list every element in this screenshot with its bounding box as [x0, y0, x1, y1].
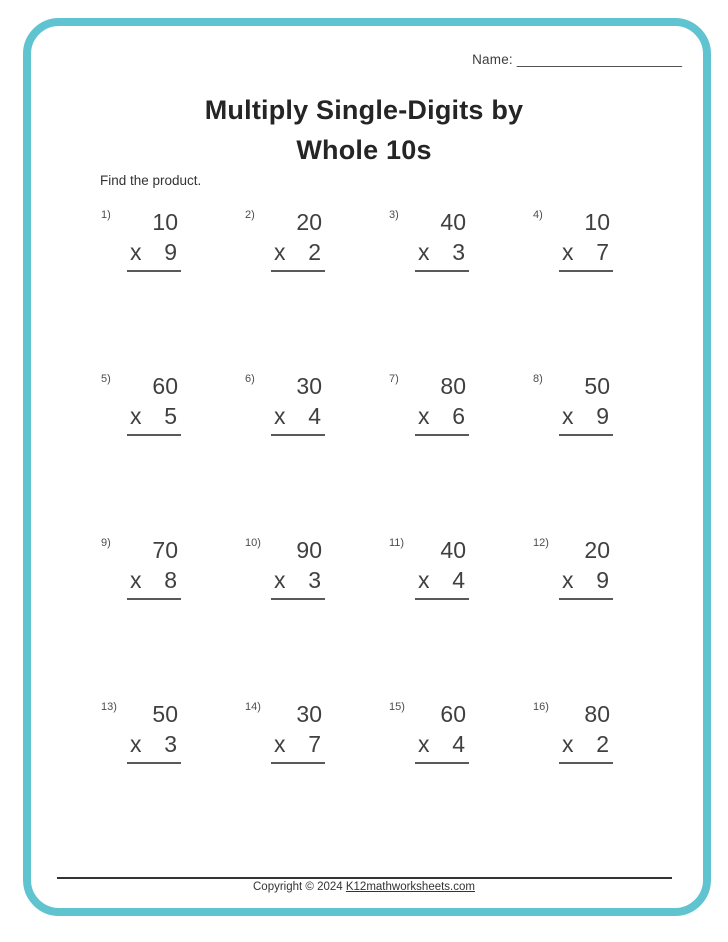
- footer-divider: [57, 877, 672, 879]
- multiply-row: [560, 729, 612, 759]
- title-line-2: Whole 10s: [296, 135, 432, 165]
- multiply-row: [272, 237, 324, 267]
- answer-line: [415, 598, 469, 600]
- multiplier: 3: [308, 567, 321, 593]
- problem-12: [533, 528, 677, 692]
- multiply-sign: x: [418, 239, 430, 265]
- multiplier: 2: [308, 239, 321, 265]
- name-row: [472, 52, 682, 67]
- problem-body: [560, 528, 612, 692]
- multiply-row: [416, 401, 468, 431]
- problem-16: [533, 692, 677, 856]
- multiplier: 8: [164, 567, 177, 593]
- copyright-text: [0, 881, 728, 893]
- multiplier: 9: [164, 239, 177, 265]
- multiply-sign: x: [130, 239, 142, 265]
- name-blank-line: ______________________: [516, 52, 682, 67]
- multiplicand: 20: [584, 537, 610, 563]
- problem-8: [533, 364, 677, 528]
- multiplicand: 10: [152, 209, 178, 235]
- problem-number: 5): [101, 373, 111, 385]
- problem-13: [101, 692, 245, 856]
- answer-line: [271, 270, 325, 272]
- instruction-text: Find the product.: [100, 173, 202, 188]
- problem-body: [272, 528, 324, 692]
- multiply-row: [560, 401, 612, 431]
- multiply-row: [272, 729, 324, 759]
- multiplier: 4: [308, 403, 321, 429]
- problem-body: [416, 364, 468, 528]
- multiply-row: [416, 729, 468, 759]
- problem-3: [389, 200, 533, 364]
- multiply-sign: x: [562, 567, 574, 593]
- problem-number: 16): [533, 701, 549, 713]
- multiply-row: [272, 565, 324, 595]
- answer-line: [127, 762, 181, 764]
- multiplier: 7: [308, 731, 321, 757]
- worksheet-title: [0, 90, 728, 170]
- problem-body: [560, 200, 612, 364]
- multiplicand: 50: [152, 701, 178, 727]
- multiply-row: [272, 401, 324, 431]
- name-label: Name:: [472, 52, 513, 67]
- multiply-row: [416, 237, 468, 267]
- multiply-sign: x: [130, 403, 142, 429]
- problem-number: 6): [245, 373, 255, 385]
- footer-link[interactable]: K12mathworksheets.com: [345, 881, 475, 893]
- problem-number: 2): [245, 209, 255, 221]
- problem-6: [245, 364, 389, 528]
- multiply-sign: x: [274, 567, 286, 593]
- multiply-sign: x: [562, 239, 574, 265]
- problem-body: [560, 692, 612, 856]
- multiplicand: 40: [440, 537, 466, 563]
- multiply-sign: x: [274, 239, 286, 265]
- problem-7: [389, 364, 533, 528]
- problem-body: [272, 364, 324, 528]
- answer-line: [559, 598, 613, 600]
- problem-body: [272, 200, 324, 364]
- multiplicand: 10: [584, 209, 610, 235]
- multiply-sign: x: [418, 567, 430, 593]
- multiplicand: 80: [440, 373, 466, 399]
- answer-line: [415, 270, 469, 272]
- multiply-sign: x: [274, 403, 286, 429]
- multiplier: 9: [596, 403, 609, 429]
- problem-body: [272, 692, 324, 856]
- multiplicand: 30: [296, 701, 322, 727]
- problem-1: [101, 200, 245, 364]
- answer-line: [559, 762, 613, 764]
- multiply-sign: x: [418, 731, 430, 757]
- multiplicand: 60: [152, 373, 178, 399]
- multiply-row: [128, 565, 180, 595]
- multiply-sign: x: [130, 731, 142, 757]
- problems-grid: [101, 200, 677, 856]
- problem-number: 1): [101, 209, 111, 221]
- multiplicand: 60: [440, 701, 466, 727]
- multiplier: 5: [164, 403, 177, 429]
- multiplier: 4: [452, 567, 465, 593]
- multiplier: 2: [596, 731, 609, 757]
- copyright-label: Copyright © 2024: [253, 881, 346, 893]
- answer-line: [127, 270, 181, 272]
- multiply-sign: x: [562, 403, 574, 429]
- problem-body: [416, 200, 468, 364]
- multiplier: 7: [596, 239, 609, 265]
- problem-body: [416, 528, 468, 692]
- answer-line: [271, 434, 325, 436]
- multiplier: 4: [452, 731, 465, 757]
- multiplicand: 30: [296, 373, 322, 399]
- problem-5: [101, 364, 245, 528]
- problem-number: 14): [245, 701, 261, 713]
- problem-number: 3): [389, 209, 399, 221]
- multiply-row: [128, 237, 180, 267]
- multiplier: 3: [452, 239, 465, 265]
- problem-9: [101, 528, 245, 692]
- problem-body: [128, 364, 180, 528]
- answer-line: [127, 434, 181, 436]
- problem-body: [560, 364, 612, 528]
- multiply-sign: x: [418, 403, 430, 429]
- answer-line: [127, 598, 181, 600]
- problem-number: 4): [533, 209, 543, 221]
- multiply-sign: x: [562, 731, 574, 757]
- problem-body: [128, 200, 180, 364]
- problem-number: 12): [533, 537, 549, 549]
- problem-15: [389, 692, 533, 856]
- multiplicand: 20: [296, 209, 322, 235]
- problem-number: 13): [101, 701, 117, 713]
- answer-line: [559, 270, 613, 272]
- multiply-row: [560, 237, 612, 267]
- problem-10: [245, 528, 389, 692]
- multiplicand: 50: [584, 373, 610, 399]
- problem-number: 7): [389, 373, 399, 385]
- problem-11: [389, 528, 533, 692]
- multiply-sign: x: [130, 567, 142, 593]
- answer-line: [415, 434, 469, 436]
- multiply-sign: x: [274, 731, 286, 757]
- problem-body: [416, 692, 468, 856]
- problem-number: 15): [389, 701, 405, 713]
- multiplier: 3: [164, 731, 177, 757]
- multiply-row: [128, 401, 180, 431]
- problem-number: 9): [101, 537, 111, 549]
- answer-line: [559, 434, 613, 436]
- multiplier: 6: [452, 403, 465, 429]
- multiplicand: 80: [584, 701, 610, 727]
- problem-body: [128, 692, 180, 856]
- problem-number: 10): [245, 537, 261, 549]
- problem-14: [245, 692, 389, 856]
- problem-number: 8): [533, 373, 543, 385]
- problem-4: [533, 200, 677, 364]
- multiplicand: 40: [440, 209, 466, 235]
- problem-2: [245, 200, 389, 364]
- multiplier: 9: [596, 567, 609, 593]
- problem-number: 11): [389, 537, 405, 549]
- answer-line: [415, 762, 469, 764]
- multiply-row: [128, 729, 180, 759]
- title-line-1: Multiply Single-Digits by: [204, 95, 524, 125]
- multiply-row: [560, 565, 612, 595]
- answer-line: [271, 598, 325, 600]
- answer-line: [271, 762, 325, 764]
- multiply-row: [416, 565, 468, 595]
- multiplicand: 70: [152, 537, 178, 563]
- multiplicand: 90: [296, 537, 322, 563]
- problem-body: [128, 528, 180, 692]
